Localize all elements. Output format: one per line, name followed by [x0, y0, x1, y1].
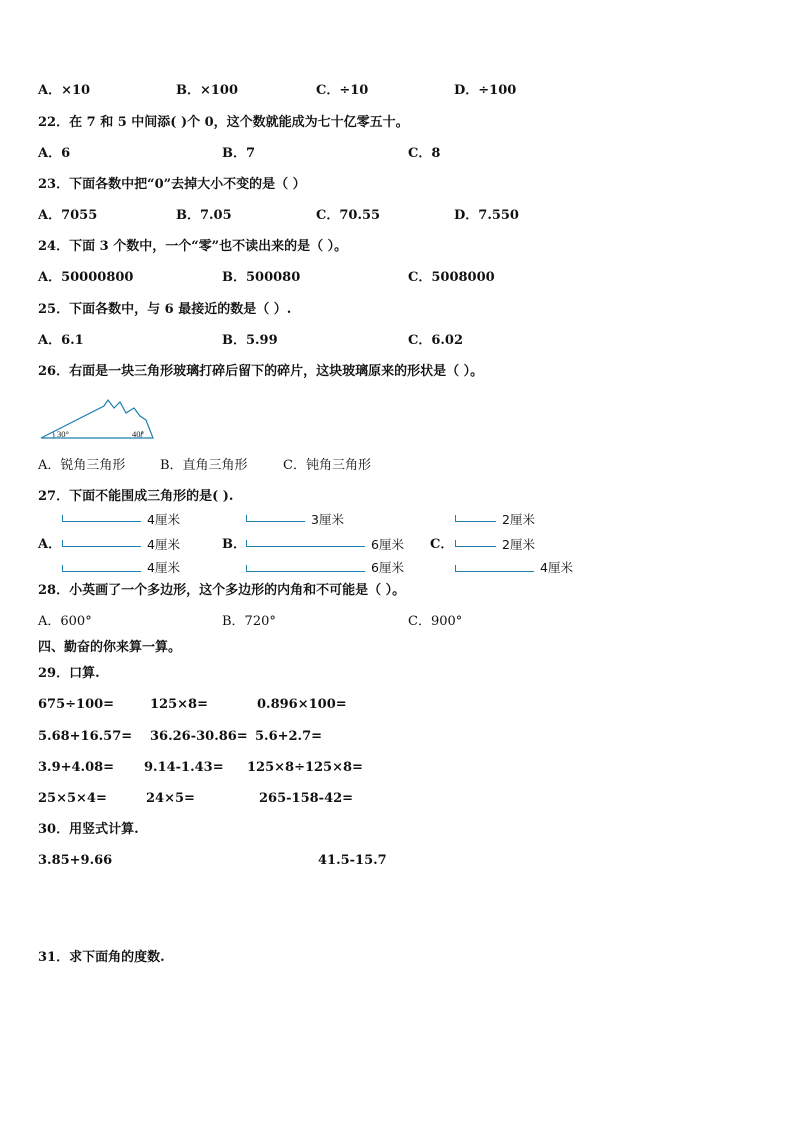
q23-option-a: A．7055 — [38, 208, 98, 223]
q29-r3-c1: 3.9+4.08= — [38, 760, 115, 775]
q21-option-d: D．÷100 — [454, 83, 517, 98]
segment-c2 — [455, 540, 496, 547]
q27-stem: 27．下面不能围成三角形的是( ). — [38, 489, 234, 504]
segment-a2-label: 4厘米 — [147, 537, 180, 552]
segment-a1 — [62, 515, 141, 522]
q28-stem: 28．小英画了一个多边形，这个多边形的内角和不可能是（ ）。 — [38, 583, 406, 598]
segment-b1-label: 3厘米 — [311, 512, 344, 527]
q26-option-c: C．钝角三角形 — [283, 458, 371, 473]
q29-r4-c1: 25×5×4= — [38, 791, 107, 806]
q24-option-c: C．5008000 — [408, 270, 495, 285]
q28-option-a: A．600° — [38, 614, 92, 629]
q23-option-d: D．7.550 — [454, 208, 519, 223]
segment-c3-label: 4厘米 — [540, 560, 573, 575]
segment-c2-label: 2厘米 — [502, 537, 535, 552]
q29-r2-c1: 5.68+16.57= — [38, 729, 133, 744]
q23-option-b: B．7.05 — [176, 208, 232, 223]
q25-option-c: C．6.02 — [408, 333, 464, 348]
q27-label-b: B． — [222, 537, 246, 552]
q26-option-a: A．锐角三角形 — [38, 458, 126, 473]
segment-a2 — [62, 540, 141, 547]
q26-stem: 26．右面是一块三角形玻璃打碎后留下的碎片，这块玻璃原来的形状是（ ）。 — [38, 364, 484, 379]
q23-stem: 23．下面各数中把“0”去掉大小不变的是（ ） — [38, 177, 306, 192]
segment-c3 — [455, 565, 534, 572]
segment-a1-label: 4厘米 — [147, 512, 180, 527]
q29-r1-c3: 0.896×100= — [257, 697, 347, 712]
segment-b2 — [246, 540, 365, 547]
q29-r1-c2: 125×8= — [150, 697, 208, 712]
q25-option-a: A．6.1 — [38, 333, 84, 348]
segment-a3 — [62, 565, 141, 572]
q24-option-b: B．500080 — [222, 270, 301, 285]
q29-r2-c3: 5.6+2.7= — [255, 729, 323, 744]
q28-option-c: C．900° — [408, 614, 463, 629]
q29-r4-c2: 24×5= — [146, 791, 195, 806]
q24-option-a: A．50000800 — [38, 270, 134, 285]
q29-r1-c1: 675÷100= — [38, 697, 115, 712]
segment-b1 — [246, 515, 305, 522]
segment-b2-label: 6厘米 — [371, 537, 404, 552]
q26-option-b: B．直角三角形 — [160, 458, 248, 473]
glass-fragment-figure — [38, 398, 158, 442]
segment-c1-label: 2厘米 — [502, 512, 535, 527]
angle-arc-left — [53, 432, 54, 438]
q21-option-a: A．×10 — [38, 83, 91, 98]
q22-option-a: A．6 — [38, 146, 71, 161]
q27-label-c: C． — [430, 537, 454, 552]
q29-r2-c2: 36.26-30.86= — [150, 729, 248, 744]
q29-r4-c3: 265-158-42= — [259, 791, 354, 806]
segment-b3-label: 6厘米 — [371, 560, 404, 575]
segment-a3-label: 4厘米 — [147, 560, 180, 575]
q22-stem: 22．在 7 和 5 中间添( )个 0，这个数就能成为七十亿零五十。 — [38, 115, 409, 130]
q29-r3-c2: 9.14-1.43= — [144, 760, 224, 775]
q22-option-c: C．8 — [408, 146, 441, 161]
q30-item-2: 41.5-15.7 — [318, 853, 387, 868]
segment-c1 — [455, 515, 496, 522]
angle-label-30: 30° — [57, 429, 69, 439]
q23-option-c: C．70.55 — [316, 208, 381, 223]
q30-stem: 30．用竖式计算. — [38, 822, 139, 837]
angle-label-40: 40° — [132, 429, 144, 439]
section-4-heading: 四、勤奋的你来算一算。 — [38, 640, 182, 655]
q21-option-c: C．÷10 — [316, 83, 369, 98]
q22-option-b: B．7 — [222, 146, 256, 161]
q29-r3-c3: 125×8÷125×8= — [247, 760, 363, 775]
segment-b3 — [246, 565, 365, 572]
q25-option-b: B．5.99 — [222, 333, 278, 348]
q25-stem: 25．下面各数中，与 6 最接近的数是（ ）. — [38, 302, 292, 317]
q28-option-b: B．720° — [222, 614, 276, 629]
q30-item-1: 3.85+9.66 — [38, 853, 113, 868]
q21-option-b: B．×100 — [176, 83, 239, 98]
q29-stem: 29．口算. — [38, 666, 100, 681]
q27-label-a: A． — [38, 537, 62, 552]
q31-stem: 31．求下面角的度数. — [38, 950, 165, 965]
q24-stem: 24．下面 3 个数中，一个“零”也不读出来的是（ ）。 — [38, 239, 348, 254]
